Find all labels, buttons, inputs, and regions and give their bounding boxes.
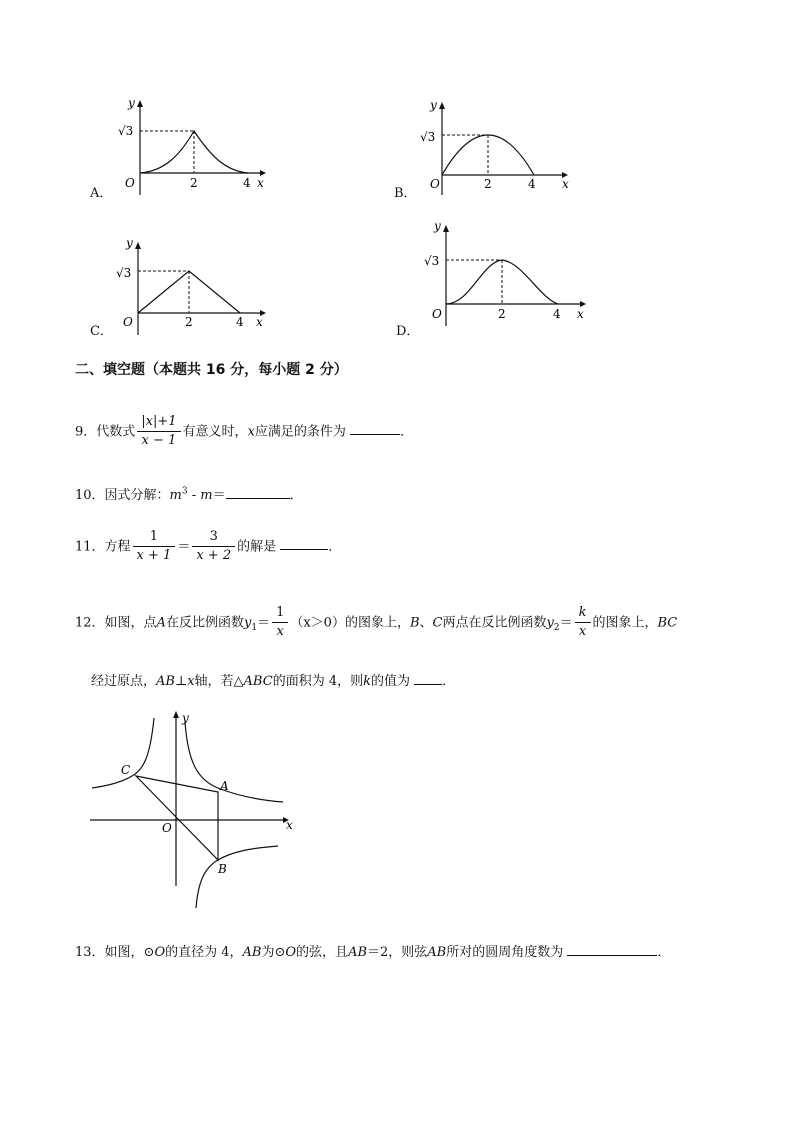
q12-sub2: 2: [553, 622, 560, 633]
q12-line2e: 的值为: [370, 674, 410, 689]
x-label: x: [256, 315, 263, 329]
option-d-label[interactable]: D．: [396, 324, 420, 339]
q10-m2: m: [200, 488, 213, 503]
q13-t5: 所对的圆周角度数为: [446, 945, 564, 960]
q11-eq: ＝: [177, 539, 191, 555]
label-C: C: [121, 763, 131, 777]
q9-rest: 应满足的条件为: [254, 424, 346, 440]
question-13: [75, 943, 670, 959]
q13-t1: 的直径为 4，: [165, 945, 243, 960]
q9-number: 9．代数式: [75, 424, 136, 440]
q12-cond: （x＞0）的图象上，: [290, 615, 410, 631]
q12-B: B: [409, 615, 420, 631]
q13-t2: 为⊙: [261, 945, 286, 960]
q12-line2b: ⊥: [174, 674, 188, 689]
q9-fraction: [137, 415, 180, 449]
origin-label: O: [432, 307, 442, 321]
option-a-label[interactable]: A．: [90, 186, 113, 201]
q12-k: k: [363, 674, 371, 689]
tick-2-label: 2: [185, 315, 193, 329]
q9-answer-blank[interactable]: [350, 422, 400, 435]
section-heading: 二、填空题（本题共 16 分，每小题 2 分）: [75, 362, 348, 378]
graph-option-b: [412, 95, 582, 195]
y-axis-arrow: [443, 225, 449, 232]
q11-fraction-1: [133, 530, 176, 564]
label-y: y: [182, 711, 189, 725]
option-c-label[interactable]: C．: [90, 324, 113, 339]
label-B: B: [218, 862, 227, 876]
q12-y2: y: [546, 615, 554, 631]
graph-a-svg: [110, 95, 270, 195]
graph-b-svg: [412, 95, 582, 195]
q12-t1: 在反比例函数: [165, 615, 244, 631]
q12-y1: y: [243, 615, 252, 631]
q12-x: x: [187, 674, 195, 689]
x-label: x: [562, 177, 569, 191]
triangle-abc: [136, 776, 218, 860]
q12-BC: BC: [657, 615, 678, 631]
q12-f1-den: x: [276, 624, 284, 640]
q13-O1: O: [154, 945, 166, 960]
origin-label: O: [123, 315, 133, 329]
q12-end: ．: [442, 674, 456, 689]
q12-f2-den: x: [578, 624, 587, 640]
q10-number: 10．因式分解：: [75, 488, 170, 503]
q11-end: ．: [328, 539, 342, 555]
tick-4-label: 4: [236, 315, 244, 329]
label-O: O: [162, 821, 172, 835]
label-A: A: [220, 779, 229, 793]
hyperbola-q4: [196, 846, 278, 908]
q12-ABC: ABC: [243, 674, 273, 689]
q12-line2c: 轴，若△: [194, 674, 244, 689]
q12-line2a: 经过原点，: [91, 674, 157, 689]
q12-sub1: 1: [251, 622, 258, 633]
q12-eq1: ＝: [257, 615, 271, 631]
graph-c-svg: [110, 235, 270, 335]
question-12-line-1: [75, 606, 677, 640]
y-label: y: [434, 219, 441, 233]
q11-rest: 的解是: [237, 539, 277, 555]
sqrt3-label: √3: [424, 254, 440, 268]
question-9: [75, 415, 413, 449]
q9-numerator: |x|+1: [137, 415, 180, 432]
origin-label: O: [430, 177, 440, 191]
q13-AB1: AB: [242, 945, 262, 960]
tick-2-label: 2: [190, 176, 198, 190]
q11-answer-blank[interactable]: [280, 537, 328, 550]
x-label: x: [577, 307, 584, 321]
q11-f2-den: x + 2: [196, 548, 232, 564]
q13-t3: 的弦，且: [296, 945, 349, 960]
q12-f2-num: k: [575, 606, 591, 623]
hyperbola-q1: [185, 722, 283, 802]
y-label: y: [126, 236, 133, 250]
q9-after: 有意义时，: [182, 424, 248, 440]
q13-end: ．: [657, 945, 671, 960]
graph-d-svg: [420, 218, 595, 328]
question-12-line-2: [91, 672, 455, 688]
q13-AB2: AB: [348, 945, 368, 960]
q12-fraction-2: [575, 606, 591, 640]
q12-eq2: ＝: [559, 615, 573, 631]
y-axis-arrow: [173, 711, 179, 718]
tick-4-label: 4: [528, 177, 536, 191]
q12-f1-num: 1: [272, 606, 288, 623]
q13-t4: ＝2，则弦: [367, 945, 428, 960]
q11-f1-num: 1: [133, 530, 176, 547]
q10-answer-blank[interactable]: [226, 486, 290, 499]
tick-4-label: 4: [243, 176, 251, 190]
label-x: x: [286, 818, 293, 832]
q11-number: 11．方程: [75, 539, 131, 555]
q9-var: x: [247, 424, 255, 440]
q10-end: ．: [289, 488, 303, 503]
q12-A: A: [156, 615, 166, 631]
x-label: x: [257, 176, 264, 190]
q12-t2: 两点在反比例函数: [442, 615, 547, 631]
q13-AB3: AB: [427, 945, 447, 960]
q13-number: 13．如图，⊙: [75, 945, 155, 960]
q13-answer-blank[interactable]: [567, 943, 657, 956]
sqrt3-label: √3: [420, 130, 436, 144]
y-label: y: [128, 96, 135, 110]
q11-fraction-2: [192, 530, 235, 564]
question-10: [75, 486, 303, 502]
q12-sep: 、: [419, 615, 433, 631]
y-axis-arrow: [137, 100, 143, 107]
sqrt3-label: √3: [116, 266, 132, 280]
tick-2-label: 2: [498, 307, 506, 321]
graph-option-d: [420, 218, 595, 328]
tick-4-label: 4: [553, 307, 561, 321]
q12-fraction-1: [272, 606, 288, 640]
tick-2-label: 2: [484, 177, 492, 191]
q9-end: ．: [400, 424, 414, 440]
q12-line2d: 的面积为 4，则: [272, 674, 364, 689]
q13-O2: O: [285, 945, 297, 960]
graph-option-c: [110, 235, 270, 335]
q10-mid: -: [187, 488, 201, 503]
q12-figure: [88, 708, 308, 913]
q12-C: C: [432, 615, 443, 631]
graph-option-a: [110, 95, 270, 195]
q12-AB: AB: [156, 674, 175, 689]
q12-figure-svg: [88, 708, 308, 913]
q12-answer-blank[interactable]: [414, 672, 442, 685]
q12-number: 12．如图，点: [75, 615, 157, 631]
sqrt3-label: √3: [118, 124, 134, 138]
q10-exp: 3: [181, 486, 188, 497]
q11-f1-den: x + 1: [136, 548, 172, 564]
y-axis-arrow: [135, 242, 141, 249]
question-11: [75, 530, 341, 564]
q9-denominator: x − 1: [141, 433, 177, 449]
q10-eq: ＝: [212, 488, 226, 503]
q12-t3: 的图象上，: [592, 615, 658, 631]
q10-m: m: [169, 488, 182, 503]
y-axis-arrow: [439, 102, 445, 109]
q11-f2-num: 3: [192, 530, 235, 547]
option-b-label[interactable]: B．: [394, 186, 417, 201]
y-label: y: [430, 98, 437, 112]
origin-label: O: [125, 176, 135, 190]
